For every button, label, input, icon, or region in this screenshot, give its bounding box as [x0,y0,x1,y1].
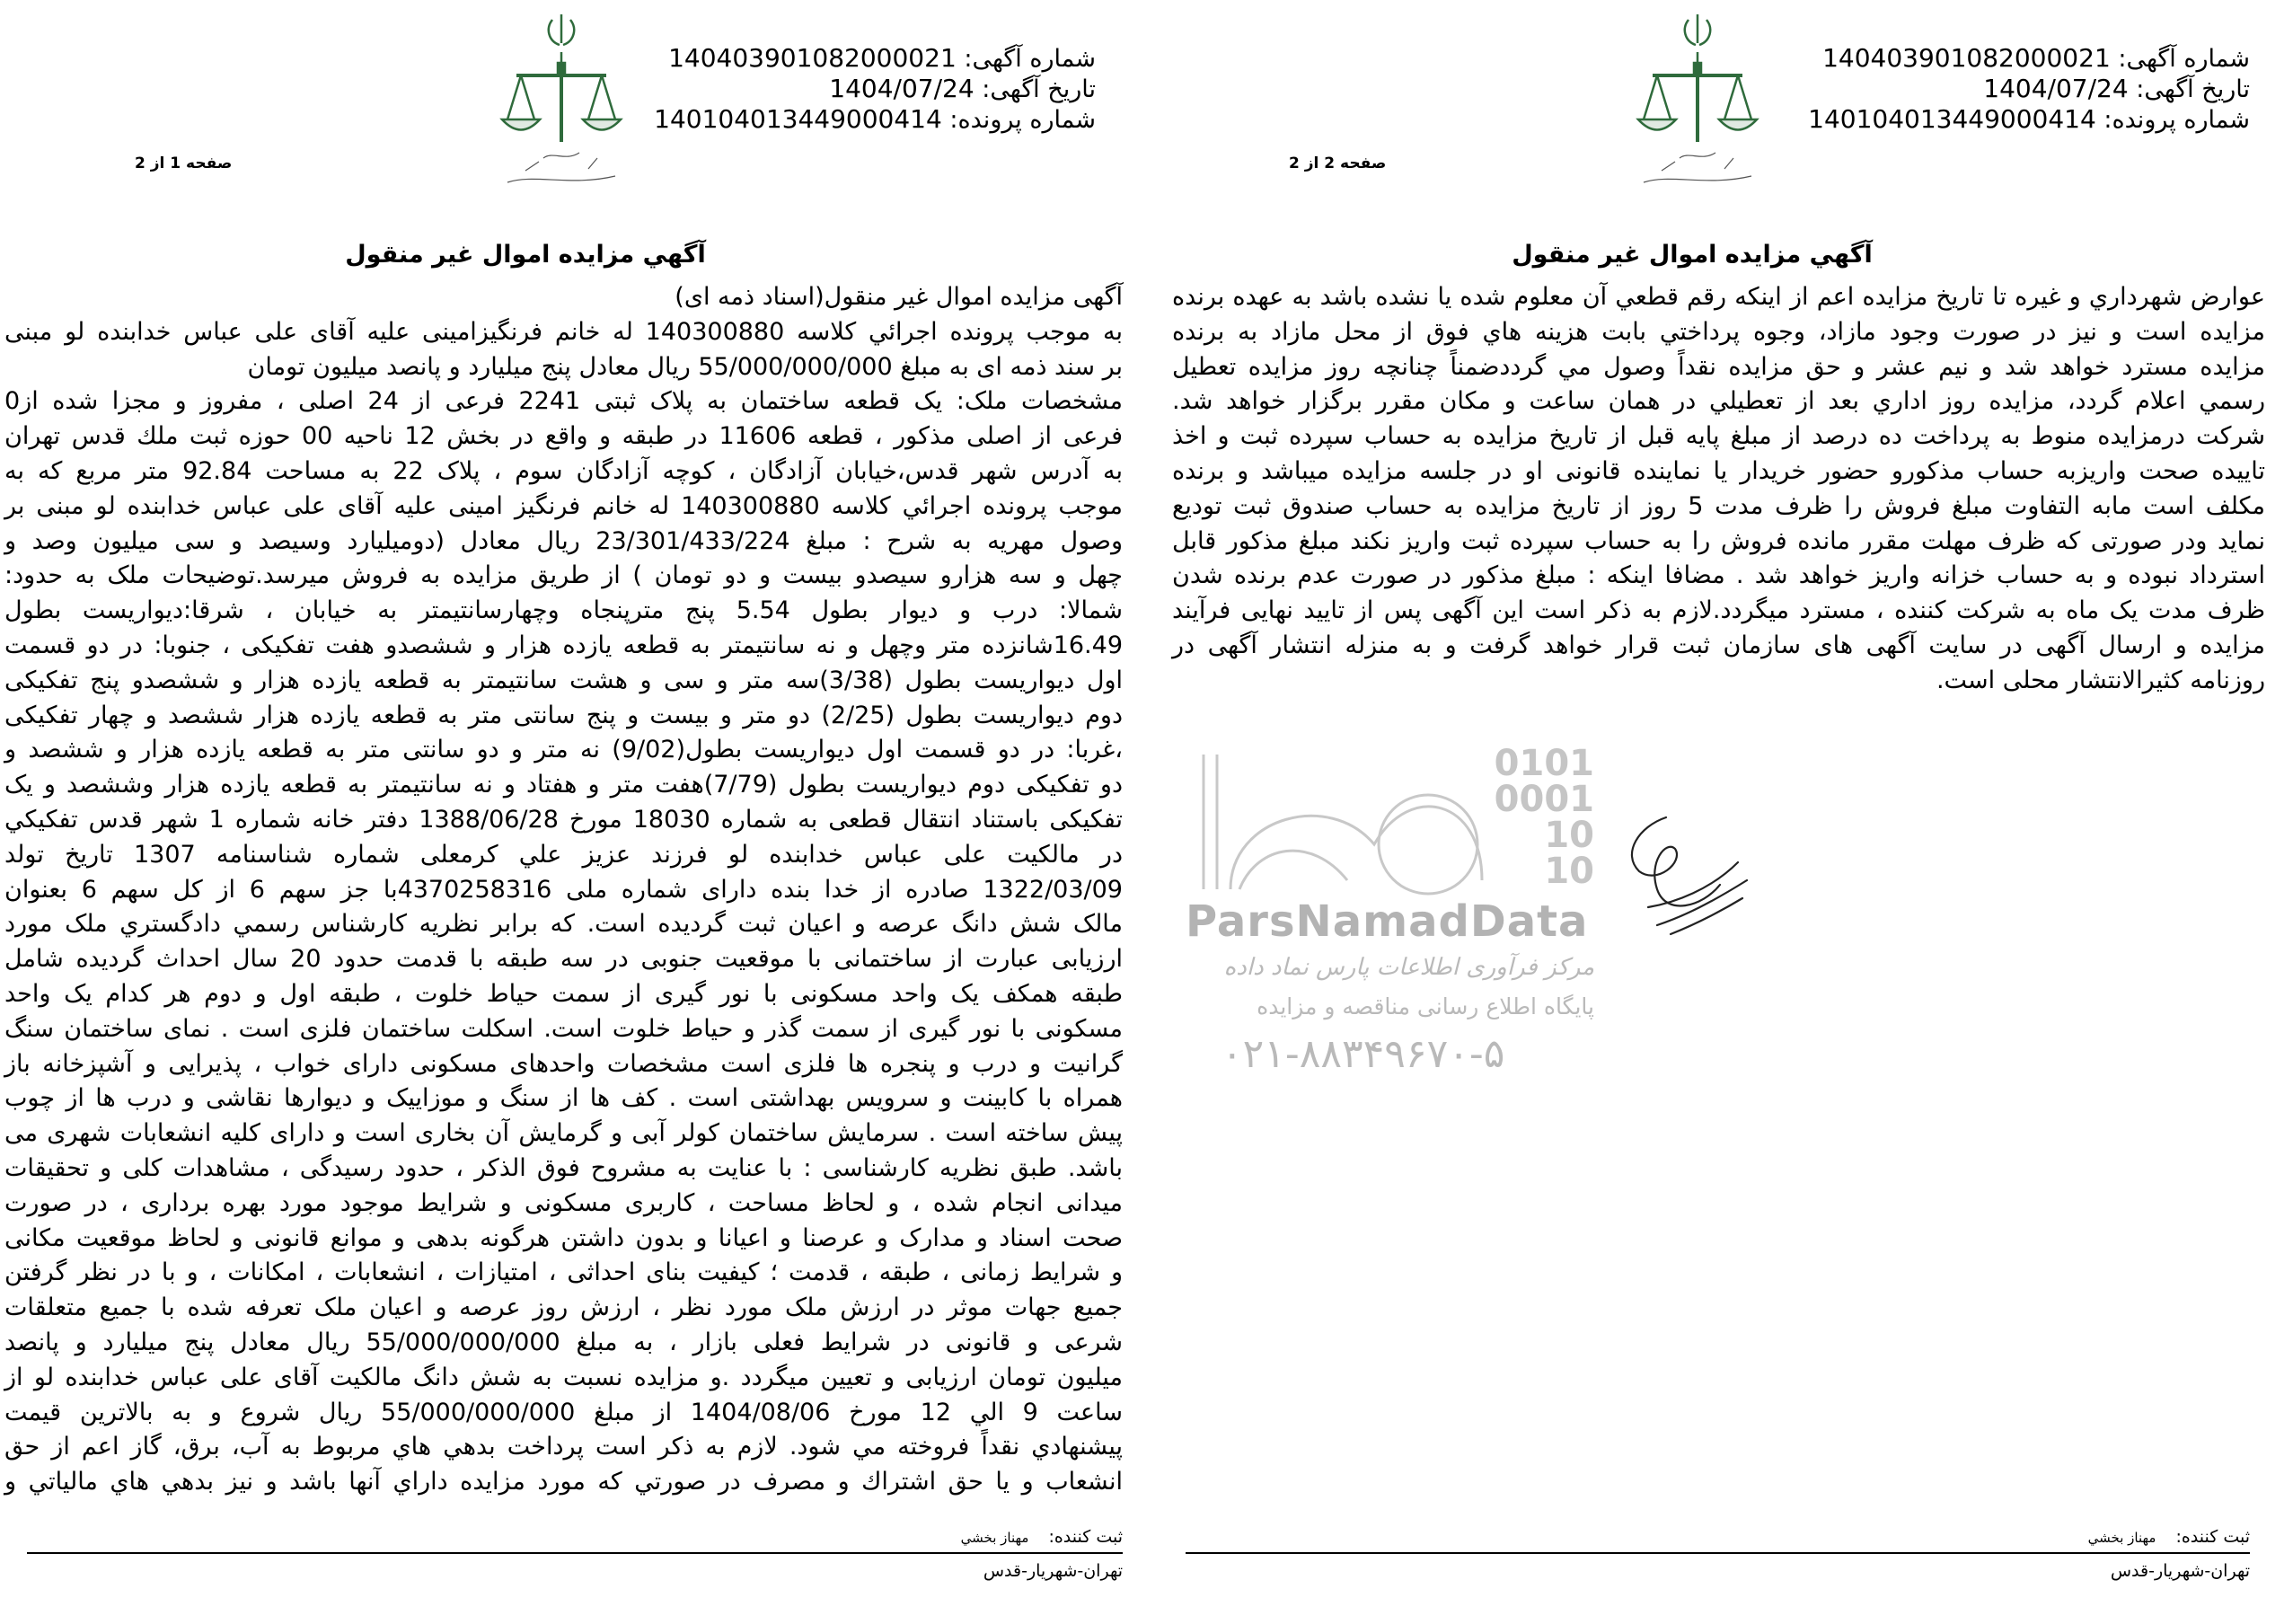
body-line-text: شمالا: درب و دیوار بطول 5.54 پنج مترپنجاه وچهارسانتیمتر به خیابان ، شرقا:دیواریست بطول [4,596,1123,625]
body-line-text: آگهی مزایده اموال غیر منقول(اسناد ذمه ای) [675,283,1123,311]
signature-icon [1603,799,1756,943]
body-line-text: وصول مهریه به شرح : مبلغ 23/301/433/224 ریال معادل (دومیلیارد وسیصد و سی میلیون وصد و [4,526,1123,555]
body-line-text: ساعت 9 الي 12 مورخ 1404/08/06 از مبلغ 55/000/000/000 ریال شروع و به بالاترین قیمت [4,1398,1123,1426]
notice-date-row [654,74,1096,104]
notice-body [1172,280,2265,699]
notice-number: 140403901082000021 [668,43,957,73]
page-number: صفحه 1 از 2 [135,154,233,172]
location-text: تهران-شهریار-قدس [983,1561,1123,1581]
body-line [1172,455,2265,490]
body-line [4,1081,1123,1116]
body-line [4,350,1123,385]
scales-of-justice-icon [489,7,633,196]
body-line-text: رسمي اعلام گردد، مزایده روز اداري بعد از تعطیلي در همان ساعت و مکان مقرر برگزار خواهد شد. [1172,387,2265,416]
notice-date: 1404/07/24 [1983,74,2129,103]
watermark-binary-line: 0001 [1494,779,1594,820]
body-line-text: پیشنهادي نقداً فروخته مي شود. لازم به ذکر است پرداخت بدهي هاي مربوط به آب، برق، گاز اعم از حق [4,1433,1123,1461]
body-line [1172,559,2265,594]
judiciary-logo [489,7,633,196]
page-number: صفحه 2 از 2 [1289,154,1387,172]
scales-of-justice-icon [1626,7,1769,196]
body-line [4,1116,1123,1152]
notice-body [4,280,1123,1500]
body-line-text: شرعی و قانونی در شرایط فعلی بازار ، به مبلغ 55/000/000/000 ریال معادل پنج میلیارد و پانصد [4,1328,1123,1356]
body-line [4,1047,1123,1082]
body-line-text: مسکونی با نور گیری از سمت گذر و حیاط خلوت است. اسکلت ساختمان فلزی است . نمای ساختمان سنگ [4,1014,1123,1043]
body-line [1172,419,2265,455]
case-number-row [654,104,1096,135]
body-line-text: در مالکیت علی عباس خدابنده لو فرزند عزیز علي کرمعلی شماره شناسنامه 1307 تاریخ تولد [4,840,1123,869]
body-line-text: بر سند ذمه ای به مبلغ 55/000/000/000 ریال معادل پنج میلیارد و پانصد میلیون تومان [247,352,1123,381]
body-line-text: مزایده است و نیز در صورت وجود مازاد، وجوه پرداختي بابت هزینه هاي فوق از محل مازاد به برنده [1172,317,2265,346]
body-line-text: دوم دیواریست بطول (2/25) دو متر و بیست و پنج سانتی متر به قطعه یازده هزار ششصد و چهار تفکیکی [4,701,1123,729]
footer-divider [1186,1552,2250,1554]
notice-date: 1404/07/24 [829,74,975,103]
page-title: آگهي مزايده اموال غير منقول [345,241,706,269]
case-number: 140104013449000414 [1808,104,2096,134]
body-line [4,559,1123,594]
watermark-phone: ۰۲۱-۸۸۳۴۹۶۷۰-۵ [1221,1031,1505,1077]
body-line-text: 16.49شانزده متر وچهل و نه سانتیمتر به قطعه یازده هزار و ششصدو هفت تفکیکی ، جنوبا: در دو قسمت [4,631,1123,659]
body-line [4,490,1123,525]
page-footer [1186,1527,2250,1581]
body-line [4,1012,1123,1047]
body-line [4,803,1123,838]
registrar-name: مهناز بخشي [960,1530,1029,1546]
watermark-binary-line: 10 [1544,851,1594,892]
body-line [1172,315,2265,350]
body-line [4,280,1123,315]
notice-number: 140403901082000021 [1822,43,2111,73]
watermark-binary-line: 10 [1544,815,1594,856]
body-line [4,455,1123,490]
notice-number-label: شماره آگهی: [964,45,1096,73]
case-number-label: شماره پرونده: [949,106,1096,134]
body-line [4,1465,1123,1500]
body-line [4,733,1123,768]
body-line [4,664,1123,699]
body-line-text: تاییده صحت واریزبه حساب مذکورو حضور خریدار یا نماینده قانونی او در جلسه مزایده میباشد و برنده [1172,456,2265,485]
body-line-text: پیش ساخته است . سرمایش ساختمان کولر آبی و گرمایش آن بخاری است و دارای کلیه انشعابات شهری می [4,1119,1123,1148]
body-line-text: شرکت درمزایده منوط به پرداخت ده درصد از مبلغ پایه قبل از تاریخ مزایده به حساب سپرده ثبت و اخذ [1172,422,2265,451]
registrar-label: ثبت کننده: [1048,1527,1123,1547]
notice-date-label: تاریخ آگهی: [2136,75,2250,103]
body-line [4,1326,1123,1361]
body-line-text: صحت اسناد و مدارک و عرصنا و اعیانا و بدون داشتن هرگونه بدهی و موانع قانونی و لحاظ موقعیت مکانی [4,1223,1123,1252]
case-number-label: شماره پرونده: [2103,106,2250,134]
judiciary-logo [1626,7,1769,196]
body-line-text: چهل و سه هزارو سیصدو بیست و دو تومان ) از طریق مزایده به فروش میرسد.توضیحات ملک به حدود: [4,561,1123,590]
registrar-row [1186,1527,2250,1550]
body-line-text: میلیون تومان ارزیابی و تعیین میگردد .و مزایده نسبت به شش دانگ مالکیت آقای علی عباس خدابنده لو از [4,1363,1123,1391]
body-line [4,977,1123,1012]
notice-date-label: تاریخ آگهی: [982,75,1096,103]
body-line-text: تفکیکی باستناد انتقال قطعی به شماره 18030 مورخ 1388/06/28 دفتر خانه شماره 1 شهر قدس تفکیکي [4,805,1124,834]
body-line [1172,594,2265,629]
body-line-text: مالک شش دانگ عرصه و اعیان ثبت گردیده است. که برابر نظریه کارشناس رسمي دادگستري ملک مورد [4,910,1123,939]
body-line-text: عوارض شهرداري و غیره تا تاریخ مزایده اعم از اینکه رقم قطعي آن معلوم شده یا نشده باشد به عهده برنده [1172,283,2265,311]
body-line [4,315,1123,350]
body-line-text: روزنامه کثیرالانتشار محلی است. [1936,666,2265,694]
body-line-text: و شرایط زمانی ، طبقه ، قدمت ؛ کیفیت بنای احداثی ، امتیازات ، انشعابات ، امکانات ، و با در نظر گرفتن [4,1258,1123,1287]
body-line-text: مزایده مسترد خواهد شد و نیم عشر و حق مزایده نقداً وصول مي گرددضمناً چنانچه روز مزایده تعطیل [1172,352,2265,381]
page-footer [27,1527,1123,1581]
body-line-text: مشخصات ملک: یک قطعه ساختمان به پلاک ثبتی 2241 فرعی از 24 اصلی ، مفروز و مجزا شده از0 [4,387,1123,416]
notice-meta [1808,43,2250,135]
body-line-text: استرداد نبوده و به حساب خزانه واریز خواهد شد . مضافا اینکه : مبلغ مذکور در صورت عدم برنده شدن [1172,561,2265,590]
body-line-text: مزایده و ارسال آگهی در سایت آگهی های سازمان ثبت قرار خواهد گرفت و به منزله انتشار آگهی در [1172,631,2265,659]
registrar-name: مهناز بخشي [2087,1530,2156,1546]
body-line [4,768,1123,803]
body-line [4,1256,1123,1291]
notice-number-row [1808,43,2250,74]
body-line-text: همراه با کابینت و سرویس بهداشتی است . کف ها از سنگ و موزاییک و دیوارها نقاشی و درب ها از چوب [4,1084,1123,1113]
body-line [4,942,1123,977]
footer-divider [27,1552,1123,1554]
body-line [4,629,1123,664]
body-line [4,419,1123,455]
watermark-tagline: پایگاه اطلاع رسانی مناقصه و مزایده [1257,993,1594,1019]
body-line [4,907,1123,942]
notice-meta [654,43,1096,135]
body-line [4,1361,1123,1396]
watermark-binary-line: 0101 [1494,743,1594,784]
body-line-text: ظرف مدت یک ماه به شرکت کننده ، مسترد میگردد.لازم به ذکر است این آگهی پس از تایید نهایی فرآیند [1172,596,2265,625]
body-line [4,1152,1123,1187]
body-line-text: باشد. طبق نظریه کارشناسی : با عنایت به مشروح فوق الذکر ، حدود رسیدگی ، مشاهدات کلی و تحقیقات [4,1153,1123,1182]
registrar-row [27,1527,1123,1550]
body-line [1172,350,2265,385]
notice-number-row [654,43,1096,74]
body-line [4,384,1123,419]
body-line-text: موجب پرونده اجرائي کلاسه 140300880 له خانم فرنگیز امینی علیه آقای علی عباس خدابنده لو مبنی بر [4,491,1124,520]
body-line [1172,664,2265,699]
body-line [4,1430,1123,1465]
body-line-text: طبقه همکف یک واحد مسکونی با نور گیری از سمت حیاط خلوت ، طبقه اول و دوم هر کدام یک واحد [4,979,1123,1008]
body-line-text: گرانیت و درب و پنجره ها فلزی است مشخصات واحدهای مسکونی دارای خواب ، پذیرایی و آشپزخانه باز [4,1049,1123,1078]
body-line-text: میدانی انجام شده ، و لحاظ مساحت ، کاربری مسکونی و شرایط موجود مورد بهره برداری ، در صورت [4,1188,1123,1217]
body-line [1172,384,2265,419]
body-line [4,1187,1123,1222]
watermark-brand: ParsNamadData [1186,896,1589,947]
body-line-text: 1322/03/09 صادره از خدا بنده دارای شماره ملی 4370258316با جز سهم 6 از کل سهم 6 بعنوان [4,875,1123,904]
body-line [4,594,1123,629]
body-line [1172,490,2265,525]
case-number-row [1808,104,2250,135]
body-line [4,838,1123,873]
page-title: آگهي مزايده اموال غير منقول [1512,241,1873,269]
body-line [4,1222,1123,1257]
case-number: 140104013449000414 [654,104,942,134]
body-line-text: به آدرس شهر قدس،خیابان آزادگان ، کوچه آزادگان سوم ، پلاک 22 به مساحت 92.84 متر مربع که به [4,456,1123,485]
body-line-text: انشعاب و یا حق اشتراك و مصرف در صورتي که مورد مزایده داراي آنها باشد و نیز بدهي هاي مالیاتي و [4,1468,1123,1496]
notice-number-label: شماره آگهی: [2118,45,2250,73]
body-line-text: ارزیابی عبارت از ساختمانی با موقعیت جنوبی در سه طبقه با قدمت حدود 20 سال احداث گردیده شامل [4,945,1123,974]
body-line-text: فرعی از اصلی مذکور ، قطعه 11606 در طبقه و واقع در بخش 12 ناحیه 00 حوزه ثبت ملك قدس تهران [4,422,1123,451]
location-text: تهران-شهریار-قدس [2110,1561,2250,1581]
body-line-text: دو تفکیکی دوم دیواریست بطول (7/79)هفت متر و هفتاد و نه سانتیمتر به قطعه یازده هزار وششصد و یک [4,771,1123,799]
registrar-label: ثبت کننده: [2175,1527,2250,1547]
body-line [1172,280,2265,315]
watermark-subtitle: مرکز فرآوری اطلاعات پارس نماد داده [1223,954,1594,981]
body-line-text: اول دیواریست بطول (3/38)سه متر و سی و هشت سانتیمتر به قطعه یازده هزار و ششصدو پنج تفکیکی [4,666,1123,694]
body-line [4,699,1123,734]
body-line [4,873,1123,908]
body-line [1172,525,2265,560]
notice-date-row [1808,74,2250,104]
body-line [4,525,1123,560]
body-line [4,1396,1123,1431]
body-line-text: جمیع جهات موثر در ارزش ملک مورد نظر ، ارزش روز عرصه و اعیان ملک تعرفه شده با جمیع متعلقات [4,1293,1123,1322]
body-line-text: ،غربا: در دو قسمت اول دیواریست بطول(9/02) نه متر و دو سانتی متر به قطعه یازده هزار و ششصد و [4,736,1123,764]
body-line-text: نماید ودر صورتی که ظرف مهلت مقرر مانده فروش را به حساب سپرده ثبت واریز نکند مبلغ مذکور قابل [1172,526,2265,555]
body-line [4,1291,1123,1326]
body-line-text: مکلف است مابه التفاوت مبلغ فروش را ظرف مدت 5 روز از تاریخ مزایده به حساب صندوق ثبت توديع [1172,491,2265,520]
body-line [1172,629,2265,664]
body-line-text: به موجب پرونده اجرائي کلاسه 140300880 له خانم فرنگیزامینی علیه آقای علی عباس خدابنده لو مبنی [4,317,1123,346]
